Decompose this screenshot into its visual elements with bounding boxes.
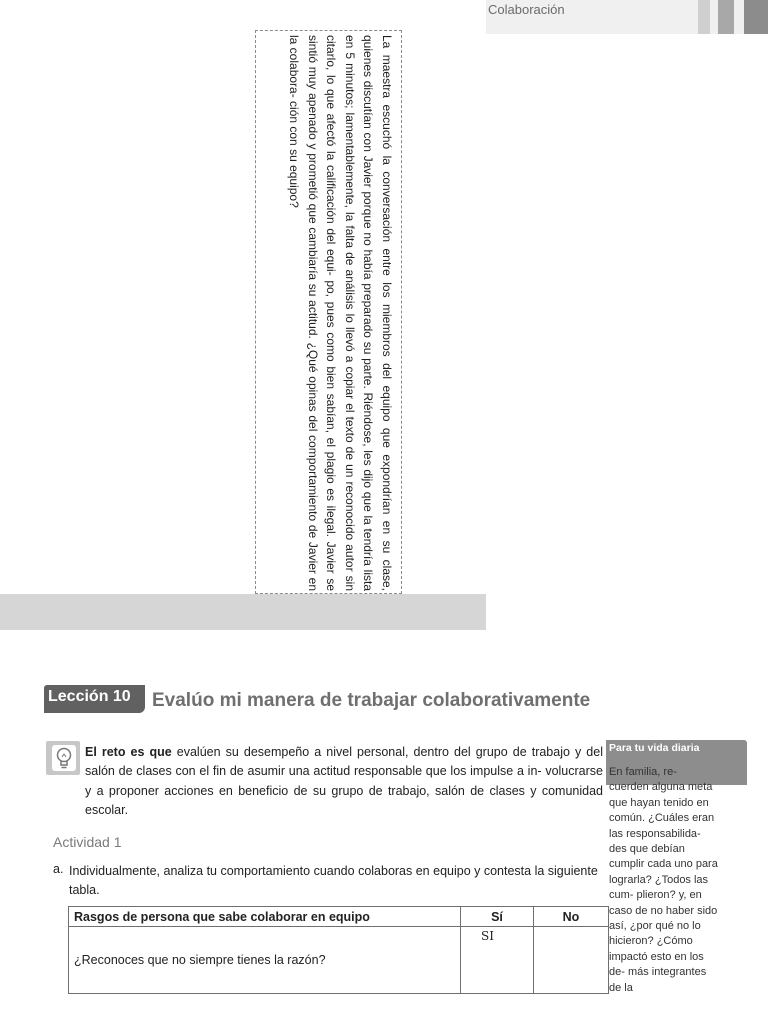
reto-paragraph	[85, 743, 603, 820]
activity-item-text: Individualmente, analiza tu comportamiento cuando colaboras en equipo y contesta la siguiente tabla.	[69, 864, 598, 897]
activity-item-label: a.	[53, 862, 64, 876]
lesson-title: Evalúo mi manera de trabajar colaborativamente	[152, 690, 591, 711]
table-header-no: No	[534, 907, 609, 927]
table-header-row	[69, 907, 609, 927]
reto-text: evalúen su desempeño a nivel personal, dentro del grupo de trabajo y del salón de clases con el fin de asumir una actitud responsable que los impulse a in- volucrarse y a proponer acciones en beneficio de su grupo de trabajo, salón de clases y comunidad escolar.	[85, 745, 603, 817]
sidebar-title: Para tu vida diaria	[609, 742, 700, 754]
section-title: Colaboración	[488, 2, 565, 17]
sidebar-text: En familia, re- cuerden alguna meta que hayan tenido en común. ¿Cuáles eran las responsabilida- des que debían cumplir cada uno para lograrla? ¿Todos las cum- plieron? y, en caso de no haber sido así, ¿por qué no lo hicieron? ¿Cómo impactó esto en los de- más integrantes de la	[609, 766, 718, 994]
table-cell-trait: ¿Reconoces que no siempre tienes la razón?	[69, 927, 461, 994]
lightbulb-icon	[46, 741, 80, 775]
table-cell-si[interactable]: SI	[461, 927, 534, 994]
table-row	[69, 927, 609, 994]
activity-title: Actividad 1	[53, 834, 122, 850]
header-decor-bar	[718, 0, 734, 34]
gray-band	[0, 594, 486, 630]
story-text: La maestra escuchó la conversación entre los miembros del equipo que expondrían en su clase, quienes discutían con Javier porque no había preparado su parte. Riéndose, les dijo que la tendría lista en 5 minutos; lamentablemente, la falta de análisis lo llevó a copiar el texto de un reconocido autor sin citarlo, lo que afectó la calificación del equi- po, pues como bien sabían, el plagio es ilegal. Javier se sintió muy apenado y prometió que cambiaría su actitud. ¿Qué opinas del comportamiento de Javier en la colabora- ción con su equipo?	[287, 35, 394, 591]
story-box	[255, 30, 402, 594]
table-header-trait: Rasgos de persona que sabe colaborar en equipo	[69, 907, 461, 927]
reto-lead: El reto es que	[85, 745, 172, 759]
header-decor-bar	[698, 0, 710, 34]
table-header-si: Sí	[461, 907, 534, 927]
evaluation-table	[68, 906, 609, 994]
table-cell-no[interactable]	[534, 927, 609, 994]
lesson-label: Lección 10	[48, 688, 131, 705]
header-decor-bar	[744, 0, 768, 34]
